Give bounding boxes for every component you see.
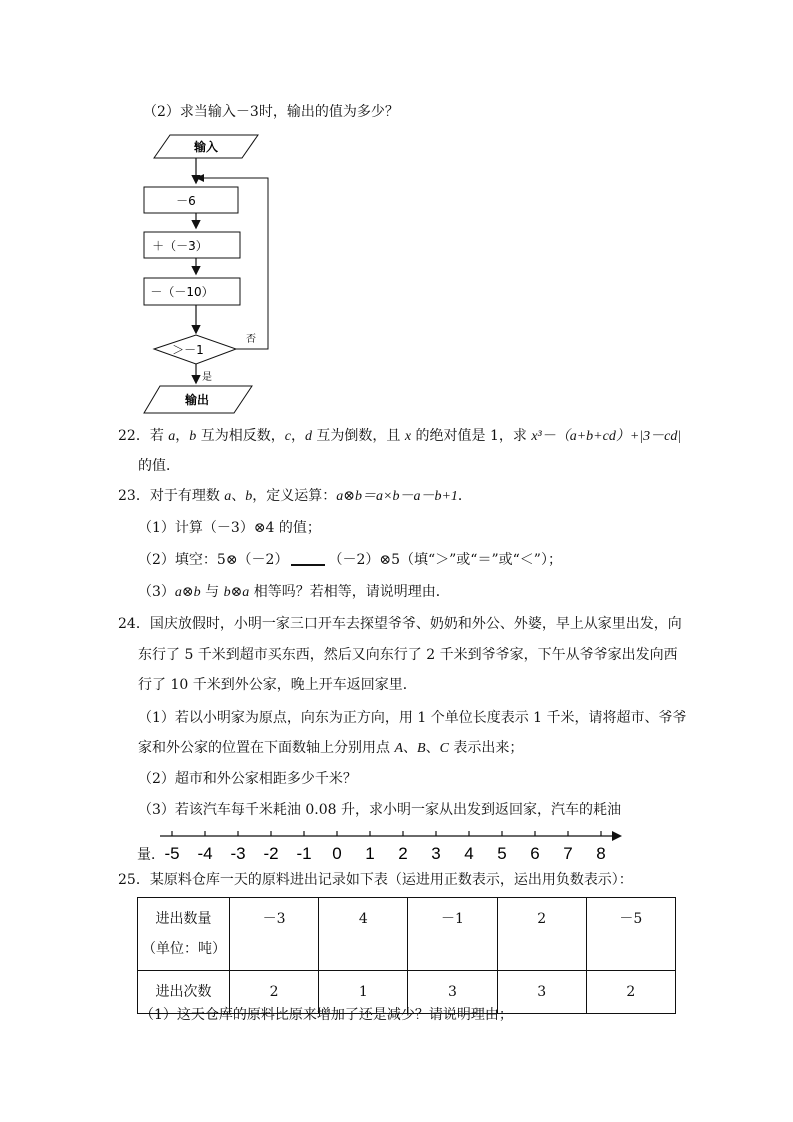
flow-step2-label: ＋（－3） xyxy=(152,239,208,253)
table-cell: －1 xyxy=(408,898,497,971)
table-cell: 3 xyxy=(497,971,586,1014)
number-line-tick-label: -2 xyxy=(263,844,279,863)
table-cell: 2 xyxy=(230,971,319,1014)
flow-loop-arrowhead xyxy=(196,174,204,182)
q23-part2: （2）填空：5⊗（－2） （－2）⊗5（填“＞”或“＝”或“＜”）； xyxy=(138,552,562,568)
table-row-header: 进出次数 xyxy=(138,971,230,1014)
number-line-tick-label: 0 xyxy=(332,844,342,863)
number-line-tick-label: -3 xyxy=(230,844,246,863)
number-line xyxy=(130,825,630,867)
q24-part1-line2: 家和外公家的位置在下面数轴上分别用点 A、B、C 表示出来； xyxy=(138,740,524,756)
table-cell: 1 xyxy=(319,971,408,1014)
table-cell: 2 xyxy=(586,971,675,1014)
q23-part3: （3）a⊗b 与 b⊗a 相等吗？若相等，请说明理由． xyxy=(138,584,450,600)
q24-part1-line1: （1）若以小明家为原点，向东为正方向，用 1 个单位长度表示 1 千米，请将超市、爷爷 xyxy=(138,710,687,726)
q21-part2: （2）求当输入－3时，输出的值为多少？ xyxy=(143,104,399,120)
q25-intro: 25．某原料仓库一天的原料进出记录如下表（运进用正数表示，运出用负数表示）： xyxy=(118,872,633,888)
flow-input-label: 输入 xyxy=(193,140,219,154)
q25-part1: （1）这天仓库的原料比原来增加了还是减少？请说明理由； xyxy=(140,1007,513,1023)
flow-yes-label: 是 xyxy=(202,372,212,383)
number-line-tick-label: 8 xyxy=(596,844,606,863)
q24-line3: 行了 10 千米到外公家，晚上开车返回家里． xyxy=(138,677,417,693)
number-line-tick-label: 4 xyxy=(464,844,474,863)
q24-line2: 东行了 5 千米到超市买东西，然后又向东行了 2 千米到爷爷家，下午从爷爷家出发向西 xyxy=(138,647,678,663)
flow-step1-label: －6 xyxy=(176,194,196,208)
fill-blank[interactable] xyxy=(291,552,325,566)
number-line-tick-label: 7 xyxy=(563,844,573,863)
table-cell: 3 xyxy=(408,971,497,1014)
q24-part3-end: 量． xyxy=(137,847,165,863)
records-table xyxy=(137,897,676,1014)
q23-part1: （1）计算（－3）⊗4 的值； xyxy=(138,520,321,536)
q24-part3: （3）若该汽车每千米耗油 0.08 升，求小明一家从出发到返回家，汽车的耗油 xyxy=(138,802,621,818)
number-line-tick-label: 1 xyxy=(365,844,375,863)
number-line-tick-label: -1 xyxy=(296,844,312,863)
table-row xyxy=(138,898,676,971)
flow-no-label: 否 xyxy=(246,334,256,345)
table-cell: 2 xyxy=(497,898,586,971)
number-line-tick-label: -5 xyxy=(164,844,180,863)
flow-step3-label: －（－10） xyxy=(150,285,214,299)
table-cell: －3 xyxy=(230,898,319,971)
flowchart xyxy=(140,130,290,418)
q24-part2: （2）超市和外公家相距多少千米？ xyxy=(138,771,357,787)
q23-intro: 23．对于有理数 a、b，定义运算：a⊗b＝a×b－a－b+1． xyxy=(118,488,472,504)
table-row-header: 进出数量 （单位：吨） xyxy=(138,898,230,971)
number-line-tick-label: 2 xyxy=(398,844,408,863)
flow-output-label: 输出 xyxy=(184,393,210,407)
table-cell: 4 xyxy=(319,898,408,971)
q22-line1: 22．若 a，b 互为相反数，c，d 互为倒数，且 x 的绝对值是 1，求 x³－（a+b+cd）+|3－cd| xyxy=(118,428,682,444)
q24-line1: 24．国庆放假时，小明一家三口开车去探望爷爷、奶奶和外公、外婆，早上从家里出发，向 xyxy=(118,616,682,632)
q23-definition: a⊗b＝a×b－a－b+1 xyxy=(336,489,458,504)
number-line-tick-label: 6 xyxy=(530,844,540,863)
number-line-arrowhead xyxy=(612,831,622,841)
flow-decision-label: ＞－1 xyxy=(172,343,204,357)
q22-expression: x³－（a+b+cd）+|3－cd| xyxy=(531,429,682,444)
number-line-tick-label: 5 xyxy=(497,844,507,863)
q22-line2: 的值． xyxy=(138,458,180,474)
table-cell: －5 xyxy=(586,898,675,971)
number-line-tick-label: 3 xyxy=(431,844,441,863)
number-line-tick-label: -4 xyxy=(197,844,213,863)
